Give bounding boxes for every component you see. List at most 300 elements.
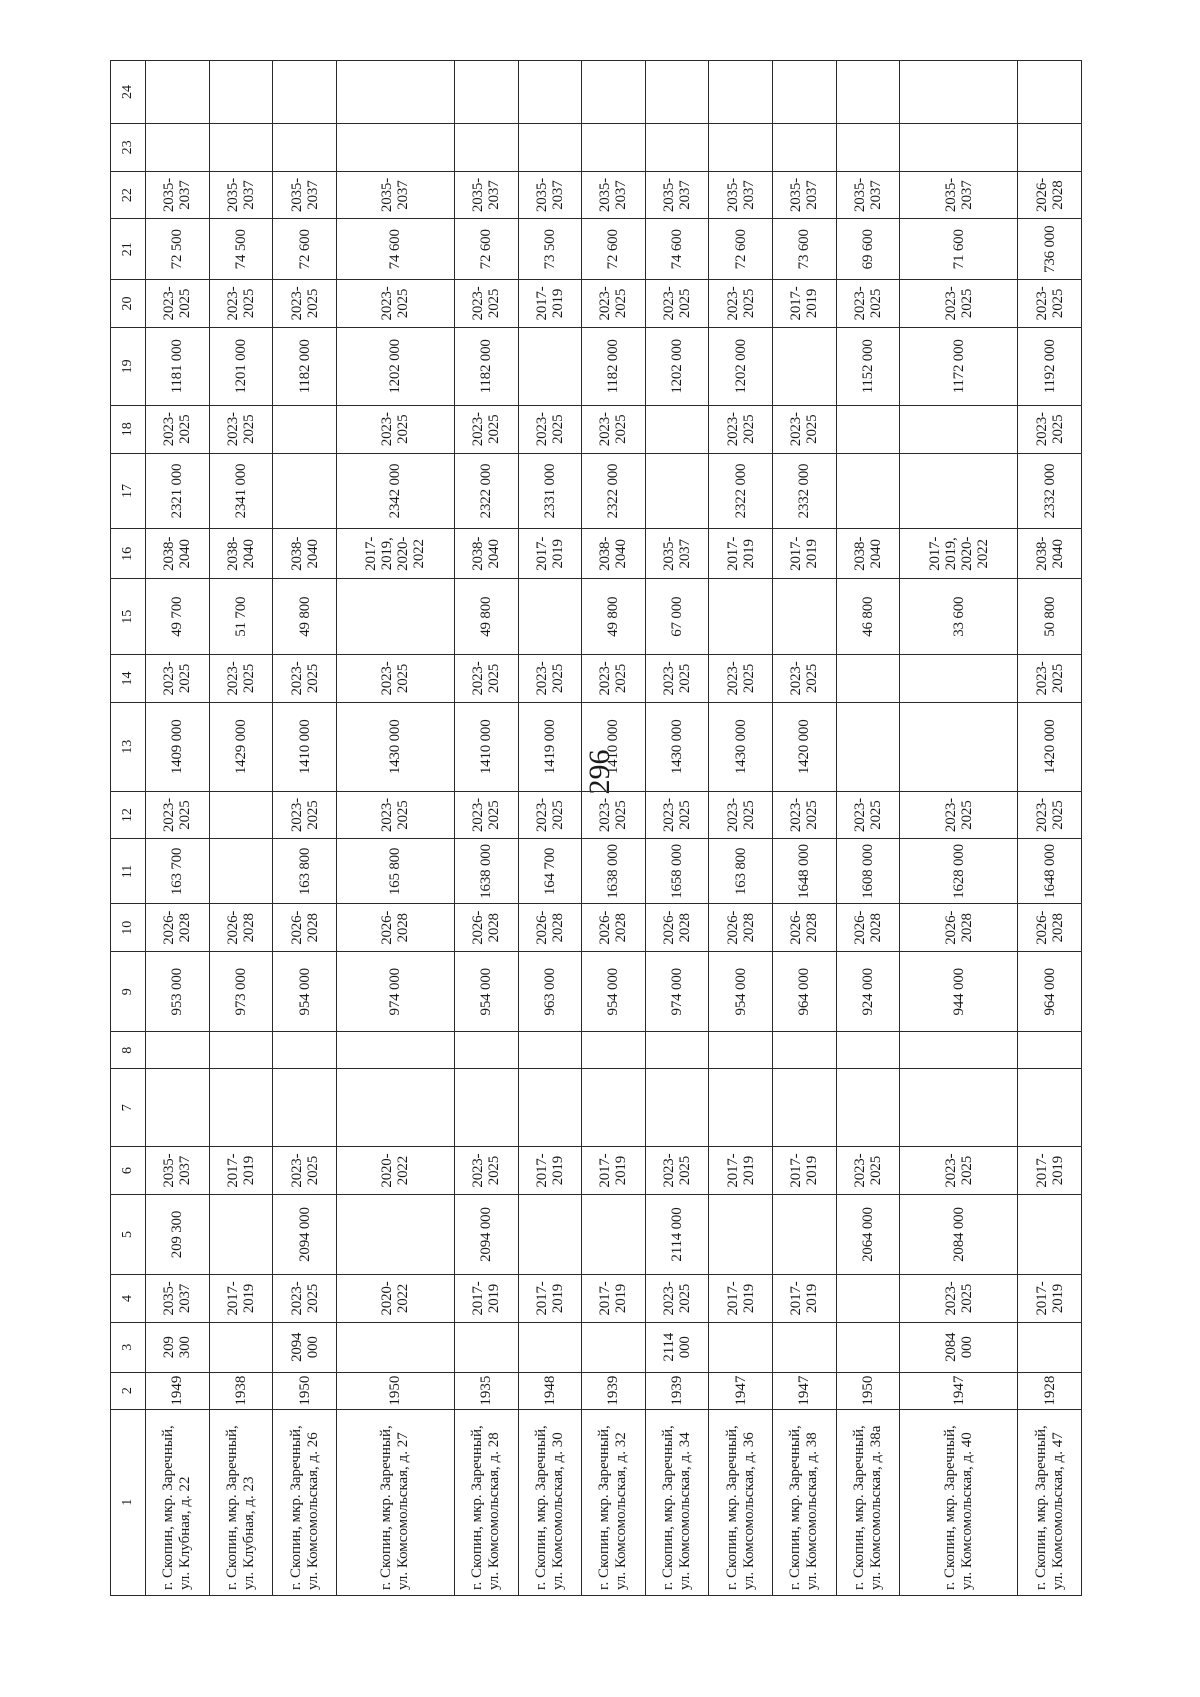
- table-cell: [273, 124, 337, 172]
- table-cell: 1410 000: [454, 702, 518, 791]
- table-cell: 2017- 2019: [709, 529, 773, 579]
- table-cell: 50 800: [1018, 579, 1082, 655]
- table-cell: 2017- 2019: [1018, 1275, 1082, 1323]
- table-cell: 2023- 2025: [645, 1147, 709, 1195]
- year-cell: 1947: [773, 1372, 837, 1409]
- table-cell: 954 000: [273, 952, 337, 1032]
- table-cell: 2023- 2025: [146, 791, 210, 839]
- table-cell: [773, 61, 837, 124]
- year-cell: 1947: [709, 1372, 773, 1409]
- table-cell: [709, 579, 773, 655]
- table-cell: [900, 61, 1018, 124]
- table-cell: 2094 000: [273, 1322, 337, 1372]
- table-cell: 2023- 2025: [146, 655, 210, 703]
- table-cell: [273, 405, 337, 453]
- table-row: [454, 61, 518, 1596]
- table-cell: [709, 1032, 773, 1069]
- table-cell: 2332 000: [1018, 453, 1082, 529]
- table-cell: 2023- 2025: [900, 791, 1018, 839]
- column-number-cell: 3: [111, 1322, 146, 1372]
- column-number-cell: 17: [111, 453, 146, 529]
- table-cell: [836, 1032, 900, 1069]
- table-cell: [336, 124, 454, 172]
- year-cell: 1948: [518, 1372, 582, 1409]
- year-cell: 1928: [1018, 1372, 1082, 1409]
- table-cell: [836, 655, 900, 703]
- table-cell: 2023- 2025: [582, 405, 646, 453]
- table-cell: 2035- 2037: [836, 171, 900, 219]
- table-cell: 2026- 2028: [900, 904, 1018, 952]
- year-cell: 1939: [645, 1372, 709, 1409]
- table-cell: 1648 000: [773, 839, 837, 904]
- table-cell: [836, 702, 900, 791]
- table-cell: 2023- 2025: [273, 1147, 337, 1195]
- table-cell: 2023- 2025: [336, 655, 454, 703]
- table-cell: 2038- 2040: [273, 529, 337, 579]
- table-cell: [836, 1275, 900, 1323]
- table-cell: [518, 579, 582, 655]
- table-cell: 2023- 2025: [518, 791, 582, 839]
- table-cell: [336, 1032, 454, 1069]
- table-cell: 2035- 2037: [709, 171, 773, 219]
- table-cell: [773, 1322, 837, 1372]
- table-cell: 73 500: [518, 219, 582, 280]
- table-cell: [1018, 1322, 1082, 1372]
- table-cell: [209, 1194, 273, 1274]
- table-cell: 1201 000: [209, 327, 273, 405]
- table-cell: 2064 000: [836, 1194, 900, 1274]
- table-cell: 1192 000: [1018, 327, 1082, 405]
- table-cell: 2023- 2025: [645, 655, 709, 703]
- table-cell: 2023- 2025: [709, 655, 773, 703]
- table-cell: 2023- 2025: [709, 791, 773, 839]
- table-cell: 2023- 2025: [454, 655, 518, 703]
- table-cell: [209, 1322, 273, 1372]
- table-cell: [709, 124, 773, 172]
- table-cell: 72 500: [146, 219, 210, 280]
- table-cell: 2017- 2019, 2020- 2022: [336, 529, 454, 579]
- table-cell: 2023- 2025: [454, 405, 518, 453]
- table-cell: 2023- 2025: [454, 791, 518, 839]
- table-cell: [518, 327, 582, 405]
- address-cell: г. Скопин, мкр. Заречный, ул. Комсомольская, д. 30: [518, 1409, 582, 1595]
- table-cell: [518, 61, 582, 124]
- table-cell: 963 000: [518, 952, 582, 1032]
- column-number-cell: 12: [111, 791, 146, 839]
- table-cell: 1628 000: [900, 839, 1018, 904]
- table-cell: 2023- 2025: [773, 791, 837, 839]
- table-cell: 2035- 2037: [146, 171, 210, 219]
- table-cell: 2026- 2028: [146, 904, 210, 952]
- column-number-cell: 4: [111, 1275, 146, 1323]
- table-cell: [209, 791, 273, 839]
- table-cell: 2023- 2025: [645, 1275, 709, 1323]
- table-row: [273, 61, 337, 1596]
- column-number-cell: 1: [111, 1409, 146, 1595]
- column-number-cell: 24: [111, 61, 146, 124]
- table-cell: 2017- 2019: [518, 529, 582, 579]
- table-cell: [209, 1032, 273, 1069]
- table-cell: 1430 000: [709, 702, 773, 791]
- column-number-cell: 18: [111, 405, 146, 453]
- table-cell: 2023- 2025: [273, 791, 337, 839]
- table-cell: [209, 124, 273, 172]
- table-cell: 1410 000: [582, 702, 646, 791]
- table-cell: 72 600: [709, 219, 773, 280]
- table-cell: [454, 1322, 518, 1372]
- table-cell: 1202 000: [645, 327, 709, 405]
- table-cell: [836, 1322, 900, 1372]
- table-cell: 2026- 2028: [209, 904, 273, 952]
- table-cell: 2023- 2025: [645, 791, 709, 839]
- table-cell: [900, 655, 1018, 703]
- table-cell: 2017- 2019: [518, 280, 582, 328]
- table-cell: 2023- 2025: [336, 405, 454, 453]
- table-cell: [209, 61, 273, 124]
- table-cell: 2035- 2037: [273, 171, 337, 219]
- table-cell: 2023- 2025: [582, 655, 646, 703]
- table-cell: [273, 1032, 337, 1069]
- table-cell: [773, 1194, 837, 1274]
- table-cell: 2023- 2025: [836, 1147, 900, 1195]
- table-cell: [645, 1032, 709, 1069]
- table-cell: 2321 000: [146, 453, 210, 529]
- table-cell: [836, 124, 900, 172]
- table-cell: [709, 1069, 773, 1147]
- table-cell: 2023- 2025: [273, 655, 337, 703]
- table-cell: 1608 000: [836, 839, 900, 904]
- table-cell: [336, 61, 454, 124]
- table-cell: 2017- 2019: [209, 1147, 273, 1195]
- table-cell: [146, 1069, 210, 1147]
- table-row: [773, 61, 837, 1596]
- table-cell: 2114 000: [645, 1194, 709, 1274]
- table-cell: 2035- 2037: [146, 1275, 210, 1323]
- table-cell: 2023- 2025: [146, 405, 210, 453]
- column-number-cell: 2: [111, 1372, 146, 1409]
- column-number-cell: 7: [111, 1069, 146, 1147]
- table-cell: 1202 000: [709, 327, 773, 405]
- table-cell: 1430 000: [336, 702, 454, 791]
- table-row: [518, 61, 582, 1596]
- table-cell: 2023- 2025: [582, 280, 646, 328]
- table-cell: 2017- 2019: [773, 1147, 837, 1195]
- table-cell: [273, 1069, 337, 1147]
- table-cell: 924 000: [836, 952, 900, 1032]
- table-cell: [518, 1032, 582, 1069]
- table-cell: 736 000: [1018, 219, 1082, 280]
- table-cell: [146, 1032, 210, 1069]
- table-cell: 72 600: [454, 219, 518, 280]
- table-cell: 163 700: [146, 839, 210, 904]
- table-cell: [1018, 61, 1082, 124]
- table-cell: 2094 000: [454, 1194, 518, 1274]
- table-cell: [709, 1322, 773, 1372]
- table-cell: 2026- 2028: [273, 904, 337, 952]
- address-cell: г. Скопин, мкр. Заречный, ул. Комсомольская, д. 47: [1018, 1409, 1082, 1595]
- column-number-cell: 14: [111, 655, 146, 703]
- table-cell: 2322 000: [582, 453, 646, 529]
- table-cell: 2023- 2025: [836, 280, 900, 328]
- table-cell: 2342 000: [336, 453, 454, 529]
- table-cell: 2026- 2028: [1018, 904, 1082, 952]
- table-cell: 1638 000: [582, 839, 646, 904]
- table-cell: 2322 000: [709, 453, 773, 529]
- table-cell: 1410 000: [273, 702, 337, 791]
- table-cell: 1420 000: [1018, 702, 1082, 791]
- table-cell: 49 800: [582, 579, 646, 655]
- table-cell: [836, 453, 900, 529]
- table-cell: [1018, 1032, 1082, 1069]
- table-cell: 1182 000: [454, 327, 518, 405]
- table-cell: [900, 124, 1018, 172]
- table-cell: 954 000: [582, 952, 646, 1032]
- table-cell: 1181 000: [146, 327, 210, 405]
- table-cell: 209 300: [146, 1194, 210, 1274]
- table-cell: 2026- 2028: [836, 904, 900, 952]
- column-number-cell: 19: [111, 327, 146, 405]
- table-cell: 973 000: [209, 952, 273, 1032]
- table-cell: 1202 000: [336, 327, 454, 405]
- table-cell: 209 300: [146, 1322, 210, 1372]
- table-cell: 1429 000: [209, 702, 273, 791]
- table-cell: [773, 579, 837, 655]
- year-cell: 1949: [146, 1372, 210, 1409]
- table-cell: 2035- 2037: [900, 171, 1018, 219]
- table-cell: [645, 405, 709, 453]
- table-cell: 2023- 2025: [209, 280, 273, 328]
- table-cell: [709, 61, 773, 124]
- table-cell: [454, 1032, 518, 1069]
- table-cell: 2023- 2025: [900, 280, 1018, 328]
- table-cell: 2023- 2025: [773, 655, 837, 703]
- table-cell: 2114 000: [645, 1322, 709, 1372]
- table-cell: 2020- 2022: [336, 1147, 454, 1195]
- table-cell: [454, 61, 518, 124]
- table-cell: 2038- 2040: [582, 529, 646, 579]
- table-cell: [1018, 1194, 1082, 1274]
- table-cell: 2023- 2025: [336, 791, 454, 839]
- table-cell: [582, 124, 646, 172]
- table-cell: [273, 453, 337, 529]
- table-cell: 2038- 2040: [209, 529, 273, 579]
- table-cell: 2023- 2025: [209, 655, 273, 703]
- table-cell: [273, 61, 337, 124]
- table-cell: 2094 000: [273, 1194, 337, 1274]
- address-cell: г. Скопин, мкр. Заречный, ул. Клубная, д. 22: [146, 1409, 210, 1595]
- table-cell: 2023- 2025: [336, 280, 454, 328]
- table-cell: [900, 1032, 1018, 1069]
- table-cell: 1152 000: [836, 327, 900, 405]
- table-cell: [209, 839, 273, 904]
- table-cell: 72 600: [582, 219, 646, 280]
- table-cell: 2038- 2040: [1018, 529, 1082, 579]
- table-cell: [518, 1194, 582, 1274]
- table-cell: 49 800: [454, 579, 518, 655]
- table-cell: [773, 124, 837, 172]
- table-cell: 1658 000: [645, 839, 709, 904]
- table-row: [336, 61, 454, 1596]
- table-cell: 2017- 2019: [1018, 1147, 1082, 1195]
- table-cell: 2023- 2025: [454, 280, 518, 328]
- table-cell: 2026- 2028: [582, 904, 646, 952]
- buildings-table: [110, 60, 1082, 1596]
- table-cell: 1419 000: [518, 702, 582, 791]
- table-cell: [900, 453, 1018, 529]
- table-cell: 2038- 2040: [836, 529, 900, 579]
- table-cell: 2023- 2025: [709, 280, 773, 328]
- column-number-cell: 10: [111, 904, 146, 952]
- table-cell: 944 000: [900, 952, 1018, 1032]
- column-number-cell: 16: [111, 529, 146, 579]
- table-row: [709, 61, 773, 1596]
- rotated-table-wrapper: [110, 60, 1082, 1596]
- table-cell: 2023- 2025: [773, 405, 837, 453]
- column-number-cell: 21: [111, 219, 146, 280]
- table-cell: 2023- 2025: [1018, 280, 1082, 328]
- table-cell: 974 000: [645, 952, 709, 1032]
- table-cell: [582, 1322, 646, 1372]
- table-row: [209, 61, 273, 1596]
- table-cell: 2023- 2025: [273, 1275, 337, 1323]
- table-cell: [454, 1069, 518, 1147]
- table-cell: 2026- 2028: [518, 904, 582, 952]
- table-row: [582, 61, 646, 1596]
- table-cell: 2023- 2025: [900, 1275, 1018, 1323]
- table-cell: [518, 1069, 582, 1147]
- table-cell: [454, 124, 518, 172]
- table-cell: [900, 405, 1018, 453]
- table-cell: [518, 1322, 582, 1372]
- year-cell: 1947: [900, 1372, 1018, 1409]
- table-row: [836, 61, 900, 1596]
- table-row: [645, 61, 709, 1596]
- table-cell: [582, 1032, 646, 1069]
- year-cell: 1950: [273, 1372, 337, 1409]
- table-cell: 2035- 2037: [454, 171, 518, 219]
- address-cell: г. Скопин, мкр. Заречный, ул. Комсомольская, д. 38: [773, 1409, 837, 1595]
- table-cell: [836, 61, 900, 124]
- table-cell: [645, 1069, 709, 1147]
- table-cell: [836, 405, 900, 453]
- table-cell: 2017- 2019: [709, 1275, 773, 1323]
- table-cell: [645, 61, 709, 124]
- year-cell: 1950: [336, 1372, 454, 1409]
- table-cell: 2023- 2025: [709, 405, 773, 453]
- table-cell: 964 000: [1018, 952, 1082, 1032]
- table-cell: [1018, 124, 1082, 172]
- table-cell: 2023- 2025: [582, 791, 646, 839]
- table-cell: 74 600: [645, 219, 709, 280]
- table-cell: 954 000: [454, 952, 518, 1032]
- column-number-cell: 13: [111, 702, 146, 791]
- table-cell: 2026- 2028: [336, 904, 454, 952]
- table-row: [146, 61, 210, 1596]
- column-number-cell: 23: [111, 124, 146, 172]
- table-cell: 1420 000: [773, 702, 837, 791]
- table-cell: 33 600: [900, 579, 1018, 655]
- table-cell: 2035- 2037: [146, 1147, 210, 1195]
- table-cell: 2023- 2025: [454, 1147, 518, 1195]
- table-cell: 46 800: [836, 579, 900, 655]
- year-cell: 1938: [209, 1372, 273, 1409]
- table-cell: 2035- 2037: [582, 171, 646, 219]
- address-cell: г. Скопин, мкр. Заречный, ул. Комсомольская, д. 26: [273, 1409, 337, 1595]
- table-cell: 2035- 2037: [773, 171, 837, 219]
- address-cell: г. Скопин, мкр. Заречный, ул. Комсомольская, д. 40: [900, 1409, 1018, 1595]
- table-cell: 2017- 2019: [518, 1147, 582, 1195]
- table-cell: 2084 000: [900, 1194, 1018, 1274]
- table-cell: 2026- 2028: [709, 904, 773, 952]
- table-cell: 2017- 2019: [773, 529, 837, 579]
- table-cell: 1182 000: [582, 327, 646, 405]
- table-cell: 2023- 2025: [209, 405, 273, 453]
- table-cell: 2035- 2037: [518, 171, 582, 219]
- table-cell: 2017- 2019: [454, 1275, 518, 1323]
- table-cell: [209, 1069, 273, 1147]
- table-cell: [900, 1069, 1018, 1147]
- address-cell: г. Скопин, мкр. Заречный, ул. Комсомольская, д. 28: [454, 1409, 518, 1595]
- table-row: [1018, 61, 1082, 1596]
- table-cell: 2023- 2025: [518, 405, 582, 453]
- column-number-cell: 15: [111, 579, 146, 655]
- table-cell: 2023- 2025: [518, 655, 582, 703]
- table-cell: [336, 1194, 454, 1274]
- address-cell: г. Скопин, мкр. Заречный, ул. Комсомольская, д. 38а: [836, 1409, 900, 1595]
- table-cell: 2341 000: [209, 453, 273, 529]
- table-cell: [146, 61, 210, 124]
- table-cell: 2023- 2025: [146, 280, 210, 328]
- table-cell: 2023- 2025: [645, 280, 709, 328]
- table-cell: 1648 000: [1018, 839, 1082, 904]
- table-cell: 51 700: [209, 579, 273, 655]
- table-cell: 1430 000: [645, 702, 709, 791]
- column-number-cell: 22: [111, 171, 146, 219]
- column-number-row: [111, 61, 146, 1596]
- table-cell: 2017- 2019: [209, 1275, 273, 1323]
- table-cell: [336, 579, 454, 655]
- table-cell: 1182 000: [273, 327, 337, 405]
- table-cell: 964 000: [773, 952, 837, 1032]
- table-cell: 2023- 2025: [1018, 791, 1082, 839]
- table-cell: 2023- 2025: [1018, 655, 1082, 703]
- address-cell: г. Скопин, мкр. Заречный, ул. Комсомольская, д. 32: [582, 1409, 646, 1595]
- table-cell: 2026- 2028: [645, 904, 709, 952]
- table-cell: 2017- 2019, 2020- 2022: [900, 529, 1018, 579]
- table-cell: [773, 1069, 837, 1147]
- table-cell: 2020- 2022: [336, 1275, 454, 1323]
- table-cell: 2023- 2025: [836, 791, 900, 839]
- table-cell: 2332 000: [773, 453, 837, 529]
- table-cell: [773, 327, 837, 405]
- table-cell: 953 000: [146, 952, 210, 1032]
- address-cell: г. Скопин, мкр. Заречный, ул. Комсомольская, д. 27: [336, 1409, 454, 1595]
- table-cell: 2017- 2019: [582, 1147, 646, 1195]
- table-cell: 163 800: [273, 839, 337, 904]
- table-cell: 2084 000: [900, 1322, 1018, 1372]
- page-number: 296: [583, 749, 616, 795]
- table-cell: [645, 453, 709, 529]
- table-cell: [773, 1032, 837, 1069]
- table-cell: [836, 1069, 900, 1147]
- table-cell: 2035- 2037: [336, 171, 454, 219]
- table-cell: [582, 1194, 646, 1274]
- table-row: [900, 61, 1018, 1596]
- column-number-cell: 9: [111, 952, 146, 1032]
- table-cell: 49 800: [273, 579, 337, 655]
- table-cell: 1409 000: [146, 702, 210, 791]
- column-number-cell: 5: [111, 1194, 146, 1274]
